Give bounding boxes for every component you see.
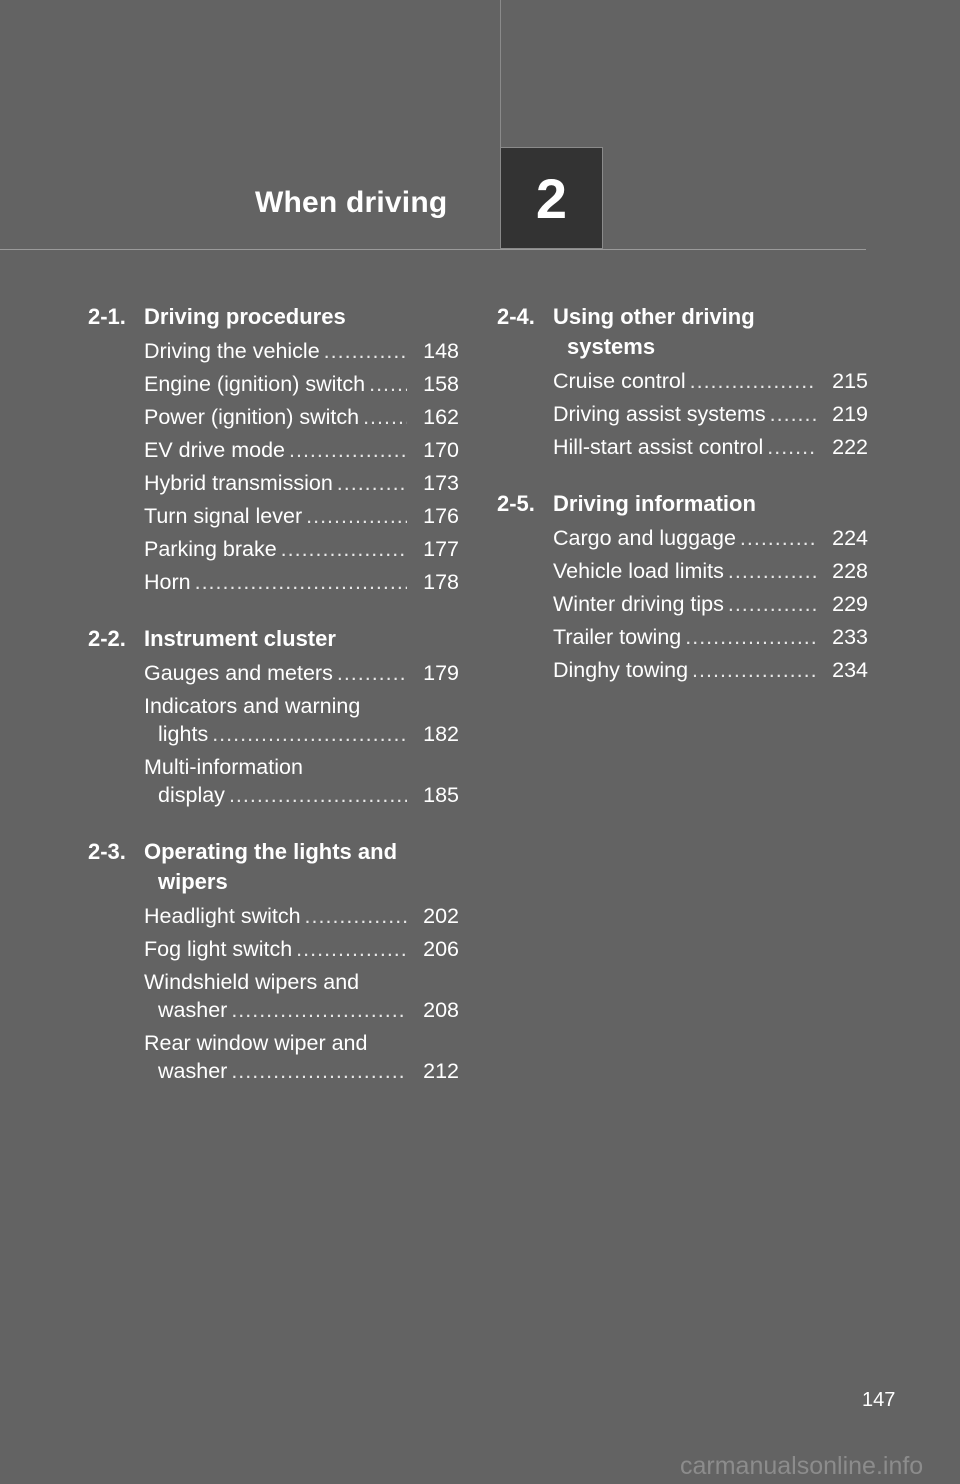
toc-page-number: 228 <box>832 559 868 583</box>
toc-entry-label: Winter driving tips <box>553 592 724 616</box>
section-heading <box>497 489 877 519</box>
dot-leader <box>324 337 407 365</box>
section-number: 2-5. <box>497 491 535 516</box>
dot-leader <box>212 720 407 748</box>
dot-leader <box>337 659 407 687</box>
toc-page-number: 229 <box>832 592 868 616</box>
chapter-number-tab <box>500 147 603 249</box>
toc-entry[interactable] <box>144 337 459 365</box>
toc-entry-label: Turn signal lever <box>144 504 303 528</box>
toc-entry-row <box>144 535 459 563</box>
dot-leader <box>369 370 407 398</box>
toc-right-column <box>497 302 877 712</box>
toc-entry-row <box>553 590 868 618</box>
toc-entry-label: Windshield wipers and <box>144 970 360 994</box>
toc-entry-label: Engine (ignition) switch <box>144 372 366 396</box>
dot-leader <box>231 996 407 1024</box>
toc-page-number: 170 <box>423 438 459 462</box>
section-title-line: Instrument cluster <box>144 626 336 651</box>
section-heading <box>88 837 468 897</box>
toc-entry-label: Cargo and luggage <box>553 526 736 550</box>
toc-entry-row <box>553 656 868 684</box>
section-title-line: Driving procedures <box>144 304 346 329</box>
toc-entry-row <box>144 370 459 398</box>
toc-entry-row <box>553 433 868 461</box>
dot-leader <box>305 902 407 930</box>
section-heading <box>497 302 877 362</box>
toc-entry-label: Dinghy towing <box>553 658 689 682</box>
toc-section <box>88 302 468 596</box>
toc-entry[interactable] <box>144 935 459 963</box>
header-vertical-rule <box>500 0 501 148</box>
toc-entry[interactable] <box>144 1029 459 1085</box>
toc-page-number: 182 <box>423 722 459 746</box>
toc-entry-row <box>144 568 459 596</box>
toc-page-number: 206 <box>423 937 459 961</box>
toc-page-number: 162 <box>423 405 459 429</box>
section-heading <box>88 624 468 654</box>
toc-page-number: 233 <box>832 625 868 649</box>
toc-section <box>497 489 877 684</box>
toc-entry-row <box>144 502 459 530</box>
toc-page-number: 215 <box>832 369 868 393</box>
toc-entry-row <box>553 623 868 651</box>
toc-page-number: 178 <box>423 570 459 594</box>
toc-entry-label: Hill-start assist control <box>553 435 764 459</box>
header-horizontal-rule <box>0 249 866 250</box>
section-title-line: Driving information <box>553 491 756 516</box>
watermark: carmanualsonline.info <box>680 1452 924 1480</box>
toc-entry[interactable] <box>144 902 459 930</box>
section-title <box>144 624 468 654</box>
toc-page-number: 234 <box>832 658 868 682</box>
toc-entry-row <box>144 403 459 431</box>
toc-page-number: 222 <box>832 435 868 459</box>
toc-entry[interactable] <box>144 753 459 809</box>
toc-page-number: 148 <box>423 339 459 363</box>
toc-entry-label: Multi-information <box>144 755 303 779</box>
toc-entry-label: Horn <box>144 570 191 594</box>
toc-entry[interactable] <box>144 436 459 464</box>
toc-entry-label: Driving assist systems <box>553 402 766 426</box>
toc-entry[interactable] <box>553 433 868 461</box>
section-title-line: Operating the lights and <box>144 839 398 864</box>
dot-leader <box>770 400 816 428</box>
dot-leader <box>289 436 407 464</box>
toc-entry-row <box>144 337 459 365</box>
toc-entry[interactable] <box>553 623 868 651</box>
toc-entry[interactable] <box>553 590 868 618</box>
section-number: 2-4. <box>497 304 535 329</box>
section-title-line: Using other driving <box>553 304 755 329</box>
toc-page-number: 179 <box>423 661 459 685</box>
toc-entry-label: Indicators and warning <box>144 694 361 718</box>
toc-entry-label: Headlight switch <box>144 904 301 928</box>
toc-entry-row <box>144 935 459 963</box>
toc-entry[interactable] <box>553 656 868 684</box>
toc-entry-label: washer <box>158 1059 228 1083</box>
section-title <box>553 489 877 519</box>
dot-leader <box>231 1057 407 1085</box>
toc-entry-label: Driving the vehicle <box>144 339 320 363</box>
toc-entry-row <box>553 367 868 395</box>
chapter-number: 2 <box>535 166 568 230</box>
toc-entry[interactable] <box>553 524 868 552</box>
toc-section <box>88 837 468 1085</box>
toc-entry[interactable] <box>144 502 459 530</box>
toc-entry-row <box>553 557 868 585</box>
toc-entry-label: Trailer towing <box>553 625 682 649</box>
toc-entry-row <box>144 469 459 497</box>
toc-page-number: 158 <box>423 372 459 396</box>
dot-leader <box>767 433 816 461</box>
toc-entry[interactable] <box>144 535 459 563</box>
dot-leader <box>296 935 407 963</box>
toc-entry[interactable] <box>144 568 459 596</box>
section-title <box>553 302 877 362</box>
toc-entry-label: Fog light switch <box>144 937 293 961</box>
toc-entry[interactable] <box>144 968 459 1024</box>
section-title-line: wipers <box>158 869 228 894</box>
toc-entry[interactable] <box>144 659 459 687</box>
section-title <box>144 302 468 332</box>
toc-entry-row <box>144 902 459 930</box>
toc-page-number: 212 <box>423 1059 459 1083</box>
dot-leader <box>692 656 816 684</box>
section-title-line: systems <box>567 334 656 359</box>
section-heading <box>88 302 468 332</box>
section-number: 2-3. <box>88 839 126 864</box>
toc-entry-row <box>144 781 459 809</box>
section-number: 2-2. <box>88 626 126 651</box>
toc-entry[interactable] <box>144 370 459 398</box>
toc-entry[interactable] <box>144 692 459 748</box>
dot-leader <box>363 403 407 431</box>
toc-entry-label: display <box>158 783 225 807</box>
chapter-title: When driving <box>255 186 448 219</box>
toc-page-number: 208 <box>423 998 459 1022</box>
section-number: 2-1. <box>88 304 126 329</box>
toc-entry-row <box>144 1057 459 1085</box>
toc-entry[interactable] <box>553 367 868 395</box>
toc-entry-label: lights <box>158 722 209 746</box>
toc-entry[interactable] <box>553 400 868 428</box>
toc-left-column <box>88 302 468 1113</box>
toc-entry-label: Rear window wiper and <box>144 1031 368 1055</box>
toc-entry-label: Parking brake <box>144 537 277 561</box>
dot-leader <box>685 623 816 651</box>
toc-entry-row <box>144 659 459 687</box>
toc-entry-label: Hybrid transmission <box>144 471 333 495</box>
toc-entry-label: Gauges and meters <box>144 661 333 685</box>
toc-section <box>497 302 877 461</box>
toc-entry-label: washer <box>158 998 228 1022</box>
page-number: 147 <box>862 1389 896 1411</box>
dot-leader <box>195 568 407 596</box>
toc-entry-label: Cruise control <box>553 369 686 393</box>
dot-leader <box>728 590 816 618</box>
dot-leader <box>690 367 816 395</box>
toc-page-number: 177 <box>423 537 459 561</box>
dot-leader <box>337 469 407 497</box>
toc-entry-row <box>553 524 868 552</box>
toc-entry[interactable] <box>144 469 459 497</box>
section-title <box>144 837 468 897</box>
toc-entry-label: Power (ignition) switch <box>144 405 360 429</box>
toc-page-number: 185 <box>423 783 459 807</box>
toc-page-number: 202 <box>423 904 459 928</box>
dot-leader <box>740 524 816 552</box>
toc-entry[interactable] <box>144 403 459 431</box>
toc-entry[interactable] <box>553 557 868 585</box>
toc-page-number: 176 <box>423 504 459 528</box>
toc-page-number: 173 <box>423 471 459 495</box>
toc-entry-row <box>144 720 459 748</box>
toc-entry-label: Vehicle load limits <box>553 559 724 583</box>
toc-page-number: 224 <box>832 526 868 550</box>
dot-leader <box>281 535 407 563</box>
toc-entry-row <box>553 400 868 428</box>
dot-leader <box>306 502 407 530</box>
toc-entry-row <box>144 436 459 464</box>
toc-page-number: 219 <box>832 402 868 426</box>
dot-leader <box>229 781 407 809</box>
toc-entry-row <box>144 996 459 1024</box>
dot-leader <box>728 557 816 585</box>
toc-section <box>88 624 468 809</box>
toc-entry-label: EV drive mode <box>144 438 286 462</box>
